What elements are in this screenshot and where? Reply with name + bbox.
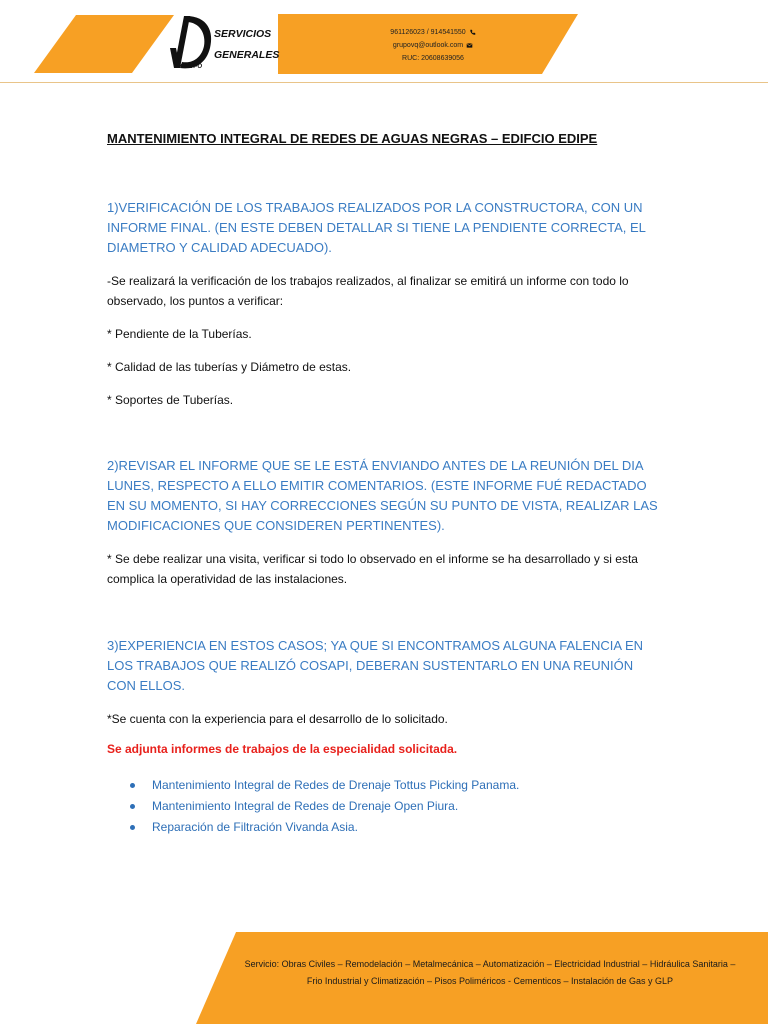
contact-email-row — [378, 39, 488, 52]
header-divider — [0, 82, 768, 83]
section3-heading: 3)EXPERIENCIA EN ESTOS CASOS; YA QUE SI ENCONTRAMOS ALGUNA FALENCIA EN LOS TRABAJOS QUE REALIZÓ COSAPI, DEBERAN SUSTENTARLO EN UNA REUNIÓN CON ELLOS. — [107, 638, 644, 693]
section3-body: *Se cuenta con la experiencia para el desarrollo de lo solicitado. — [107, 712, 448, 726]
logo-text-generales: GENERALES — [214, 49, 280, 61]
attachment-item: Mantenimiento Integral de Redes de Drenaje Open Piura. — [130, 796, 519, 817]
contact-email: grupovq@outlook.com — [392, 42, 464, 49]
contact-phone-row — [378, 26, 488, 39]
document-title: MANTENIMIENTO INTEGRAL DE REDES DE AGUAS NEGRAS – EDIFCIO EDIPE — [107, 131, 598, 146]
attachment-item: Reparación de Filtración Vivanda Asia. — [130, 817, 519, 838]
envelope-icon — [466, 42, 473, 49]
attachment-list — [130, 775, 519, 838]
section1-heading: 1)VERIFICACIÓN DE LOS TRABAJOS REALIZADOS POR LA CONSTRUCTORA, CON UN INFORME FINAL. (EN ESTE DEBEN DETALLAR SI TIENE LA PENDIENTE CORRECTA, EL DIAMETRO Y CALIDAD ADECUADO). — [107, 200, 646, 255]
footer-services: Servicio: Obras Civiles – Remodelación – Metalmecánica – Automatización – Electricidad Industrial – Hidráulica Sanitaria – Frio Industrial y Climatización – Pisos Poliméricos - Cementicos – Instalación de Gas y GLP — [244, 959, 736, 986]
section1-point-supports: * Soportes de Tuberías. — [107, 393, 234, 407]
contact-ruc-row — [378, 52, 488, 65]
contact-block — [378, 26, 488, 65]
section1-point-slope: * Pendiente de la Tuberías. — [107, 327, 252, 341]
section1-intro: -Se realizará la verificación de los trabajos realizados, al finalizar se emitirá un informe con todo lo observado, los puntos a verificar: — [107, 274, 629, 308]
section2-heading: 2)REVISAR EL INFORME QUE SE LE ESTÁ ENVIANDO ANTES DE LA REUNIÓN DEL DIA LUNES, RESPECTO A ELLO EMITIR COMENTARIOS. (ESTE INFORME FUÉ REDACTADO EN SU MOMENTO, SI HAY CORRECCIONES SEGÚN SU PUNTO DE VISTA, REALIZAR LAS MODIFICACIONES QUE CONSIDEREN PERTINENTES). — [107, 458, 658, 533]
attachment-note: Se adjunta informes de trabajos de la especialidad solicitada. — [107, 742, 458, 756]
contact-phone: 961126023 / 914541550 — [390, 29, 466, 36]
phone-icon — [469, 29, 476, 36]
section2-body: * Se debe realizar una visita, verificar si todo lo observado en el informe se ha desarrollado y si esta complica la operatividad de las instalaciones. — [107, 552, 638, 586]
logo-grupo-text: GRUPO — [180, 64, 203, 70]
attachment-item: Mantenimiento Integral de Redes de Drenaje Tottus Picking Panama. — [130, 775, 519, 796]
logo-text-servicios: SERVICIOS — [214, 28, 272, 40]
header-accent-left — [34, 15, 174, 73]
section1-point-quality: * Calidad de las tuberías y Diámetro de estas. — [107, 360, 352, 374]
contact-ruc: RUC: 20608639056 — [402, 55, 464, 62]
